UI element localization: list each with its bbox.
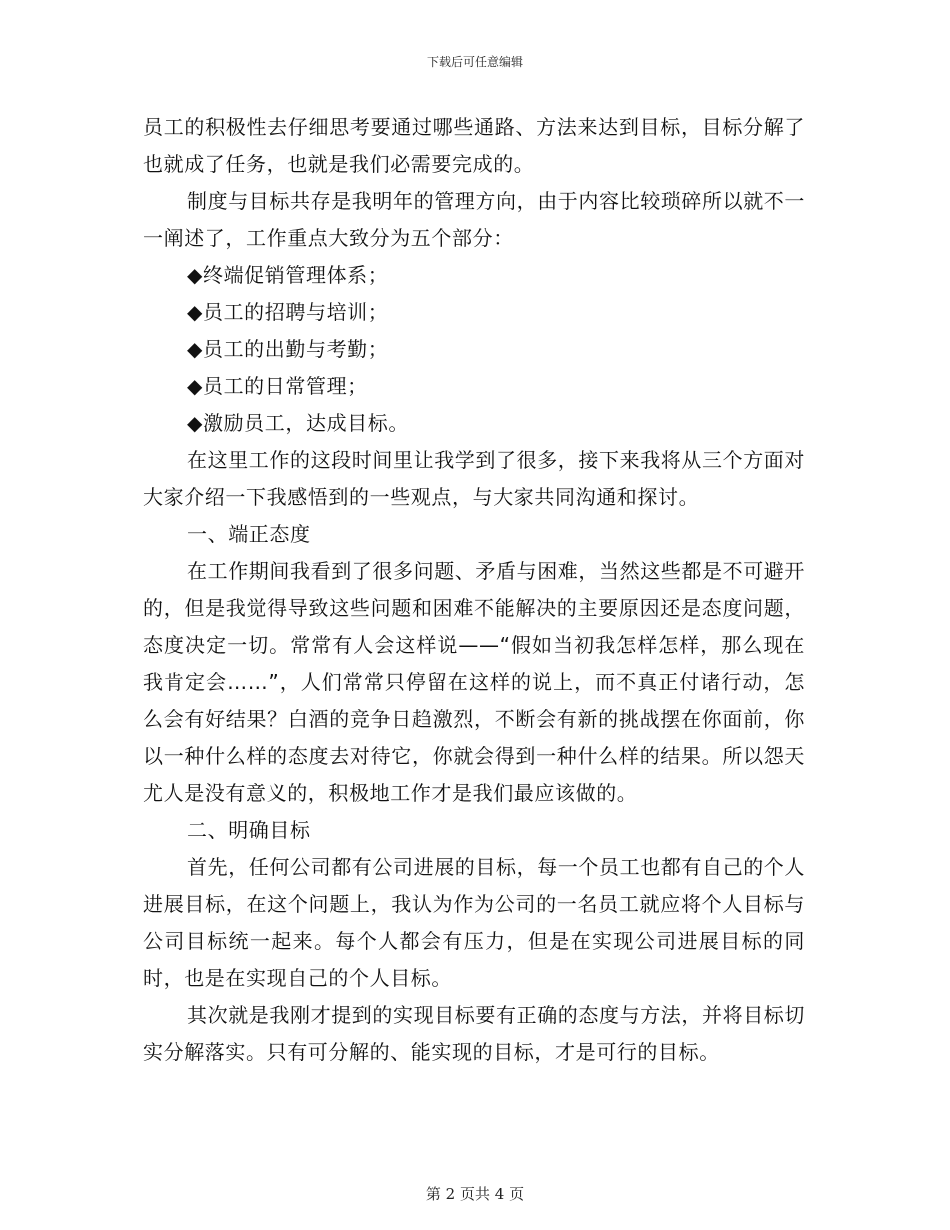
bullet-item: ◆员工的招聘与培训； <box>187 300 389 324</box>
paragraph: 员工的积极性去仔细思考要通过哪些通路、方法来达到目标，目标分解了也就成了任务，也就是我们必需要完成的。 <box>143 115 805 176</box>
document-body <box>143 109 805 1071</box>
page-footer: 第 2 页共 4 页 <box>425 1185 525 1203</box>
section-heading: 一、端正态度 <box>187 522 311 546</box>
paragraph: 制度与目标共存是我明年的管理方向，由于内容比较琐碎所以就不一一阐述了，工作重点大致分为五个部分： <box>143 189 805 250</box>
section-heading: 二、明确目标 <box>187 818 311 842</box>
paragraph: 在工作期间我看到了很多问题、矛盾与困难，当然这些都是不可避开的，但是我觉得导致这些问题和困难不能解决的主要原因还是态度问题，态度决定一切。常常有人会这样说——“假如当初我怎样怎样，那么现在我肯定会……”，人们常常只停留在这样的说上，而不真正付诸行动，怎么会有好结果？白酒的竞争日趋激烈，不断会有新的挑战摆在你面前，你以一种什么样的态度去对待它，你就会得到一种什么样的结果。所以怨天尤人是没有意义的，积极地工作才是我们最应该做的。 <box>143 559 805 805</box>
bullet-item: ◆激励员工，达成目标。 <box>187 411 409 435</box>
bullet-item: ◆员工的出勤与考勤； <box>187 337 389 361</box>
bullet-item: ◆终端促销管理体系； <box>187 263 389 287</box>
paragraph: 首先，任何公司都有公司进展的目标，每一个员工也都有自己的个人进展目标，在这个问题上，我认为作为公司的一名员工就应将个人目标与公司目标统一起来。每个人都会有压力，但是在实现公司进展目标的同时，也是在实现自己的个人目标。 <box>143 855 805 990</box>
paragraph: 其次就是我刚才提到的实现目标要有正确的态度与方法，并将目标切实分解落实。只有可分解的、能实现的目标，才是可行的目标。 <box>143 1003 805 1064</box>
page-header: 下载后可任意编辑 <box>426 55 523 69</box>
bullet-item: ◆员工的日常管理； <box>187 374 368 398</box>
paragraph: 在这里工作的这段时间里让我学到了很多，接下来我将从三个方面对大家介绍一下我感悟到的一些观点，与大家共同沟通和探讨。 <box>143 448 805 509</box>
